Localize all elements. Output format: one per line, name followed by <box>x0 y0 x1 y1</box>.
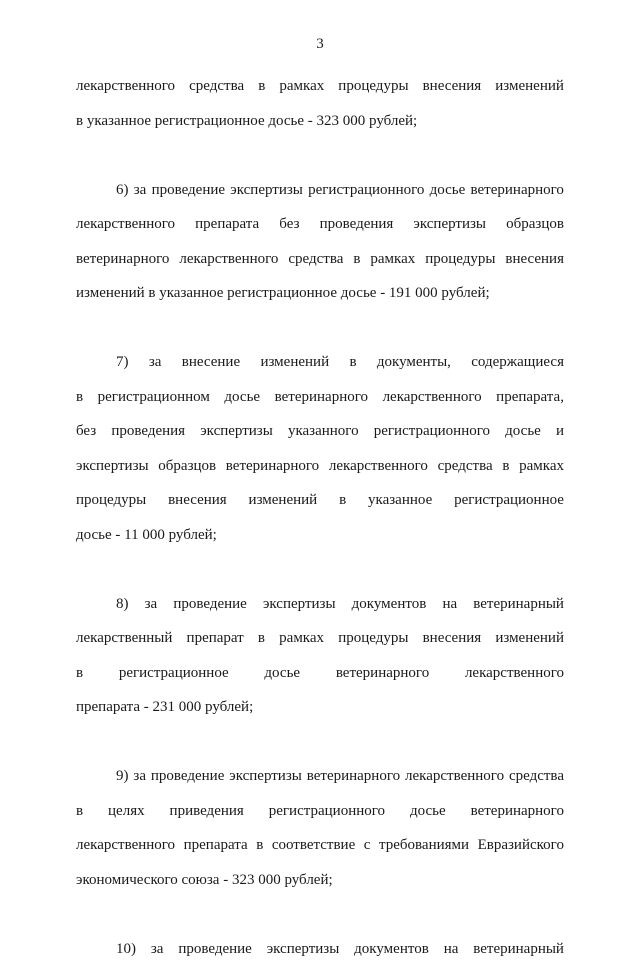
text-line: без проведения экспертизы указанного регистрационного досье и <box>76 414 564 449</box>
text-line: в регистрационное досье ветеринарного лекарственного <box>76 656 564 691</box>
text-line: в регистрационном досье ветеринарного лекарственного препарата, <box>76 380 564 415</box>
paragraph-p10 <box>76 932 564 966</box>
text-line: лекарственного препарата в соответствие с требованиями Евразийского <box>76 828 564 863</box>
paragraph-p6 <box>76 173 564 311</box>
page-number: 3 <box>0 36 640 53</box>
text-line: 7) за внесение изменений в документы, содержащиеся <box>116 345 564 380</box>
text-line: препарата - 231 000 рублей; <box>76 690 564 725</box>
text-line: процедуры внесения изменений в указанное регистрационное <box>76 483 564 518</box>
paragraph-p9 <box>76 759 564 897</box>
text-line: 10) за проведение экспертизы документов на ветеринарный <box>116 932 564 966</box>
text-line: экономического союза - 323 000 рублей; <box>76 863 564 898</box>
text-line: в целях приведения регистрационного досье ветеринарного <box>76 794 564 829</box>
text-line: лекарственного средства в рамках процедуры внесения изменений <box>76 69 564 104</box>
text-line: ветеринарного лекарственного средства в рамках процедуры внесения <box>76 242 564 277</box>
text-line: экспертизы образцов ветеринарного лекарственного средства в рамках <box>76 449 564 484</box>
document-body <box>76 0 564 905</box>
text-line: изменений в указанное регистрационное досье - 191 000 рублей; <box>76 276 564 311</box>
paragraph-p8 <box>76 587 564 725</box>
text-line: 8) за проведение экспертизы документов на ветеринарный <box>116 587 564 622</box>
text-line: лекарственного препарата без проведения экспертизы образцов <box>76 207 564 242</box>
text-line: 6) за проведение экспертизы регистрационного досье ветеринарного <box>116 173 564 208</box>
text-line: в указанное регистрационное досье - 323 000 рублей; <box>76 104 564 139</box>
paragraph-p-cont <box>76 69 564 138</box>
text-line: досье - 11 000 рублей; <box>76 518 564 553</box>
text-line: 9) за проведение экспертизы ветеринарного лекарственного средства <box>116 759 564 794</box>
text-line: лекарственный препарат в рамках процедуры внесения изменений <box>76 621 564 656</box>
paragraph-p7 <box>76 345 564 552</box>
